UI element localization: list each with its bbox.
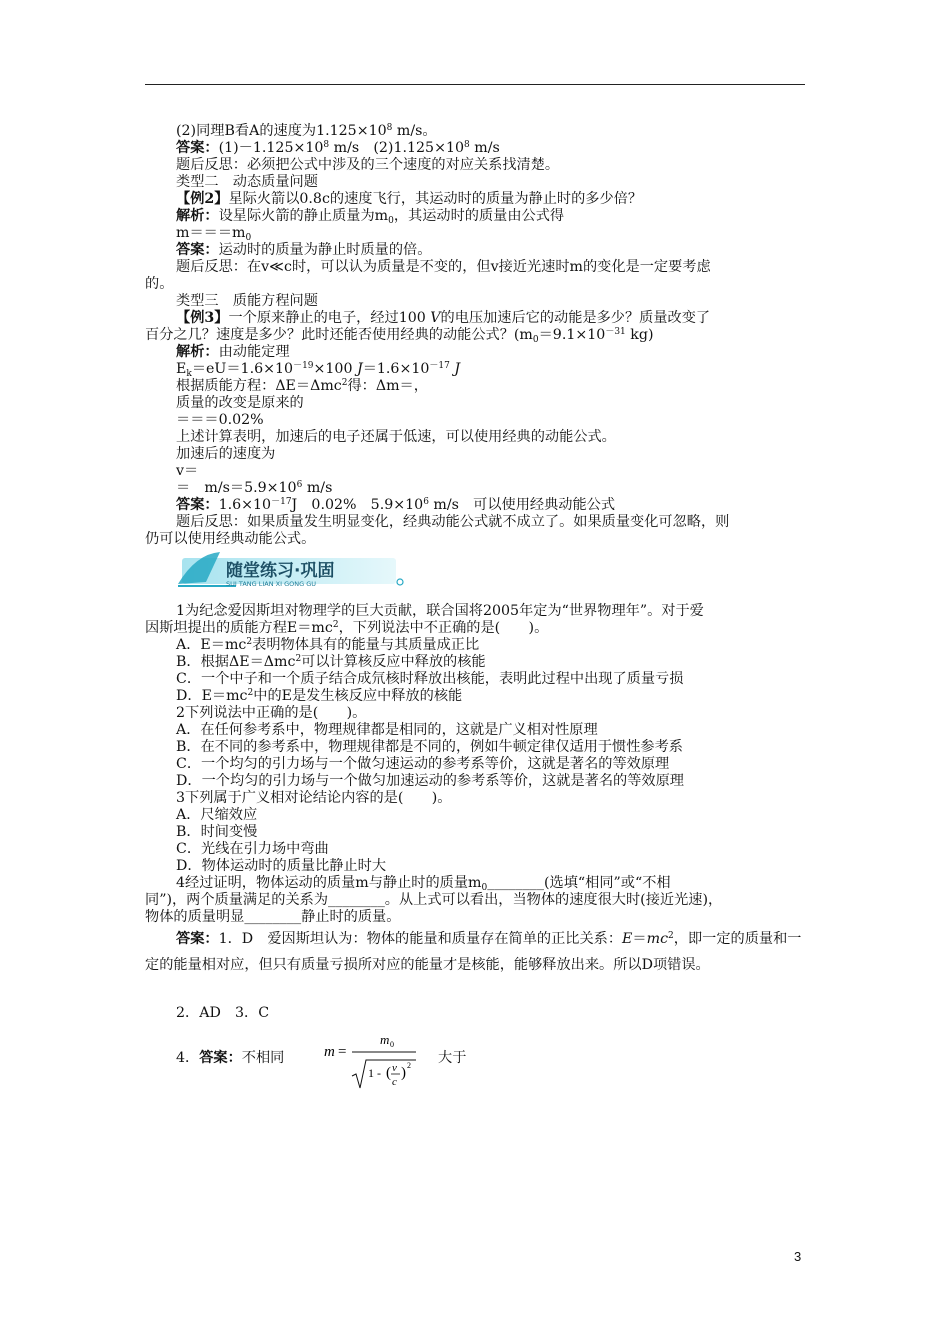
text-run: 答案： <box>176 140 219 156</box>
text-run: B．根据ΔE＝Δmc <box>176 654 296 670</box>
practice-section-banner <box>176 548 406 590</box>
formula-mc: mc <box>646 931 669 947</box>
text-run: C．一个均匀的引力场与一个做匀速运动的参考系等价，这就是著名的等效原理 <box>176 756 670 772</box>
text-run: v＝ <box>176 463 199 479</box>
text-run: ，其运动时的质量由公式得 <box>393 208 565 224</box>
text-run: (2)同理B看A的速度为1.125×10 <box>176 123 387 139</box>
text-run: 的。 <box>145 276 174 292</box>
text-run: 答案： <box>176 497 219 513</box>
text-run: 星际火箭以0.8c的速度飞行，其运动时的质量为静止时的多少倍？ <box>228 191 643 207</box>
formula-e: E <box>622 931 633 947</box>
text-run: 解析： <box>176 344 219 360</box>
text-run: J <box>357 361 363 377</box>
text-run: V <box>430 310 441 326</box>
text-line <box>176 807 257 824</box>
text-run: k <box>186 369 192 379</box>
text-line <box>176 174 318 191</box>
header-rule <box>145 84 805 85</box>
text-line <box>176 429 616 446</box>
text-line <box>176 242 431 259</box>
banner-pinyin: SUI TANG LIAN XI GONG GU <box>226 580 317 588</box>
text-run: 加速后的速度为 <box>176 446 276 462</box>
text-run: 根据质能方程：ΔE＝Δmc <box>176 378 342 394</box>
text-run: B．时间变慢 <box>176 824 258 840</box>
text-line <box>145 276 173 293</box>
text-run: A．在任何参考系中，物理规律都是相同的，这就是广义相对性原理 <box>176 722 598 738</box>
text-run: 6 <box>296 480 303 490</box>
text-run: m/s (2)1.125×10 <box>329 140 465 156</box>
text-line <box>145 909 400 926</box>
text-run: 由动能定理 <box>218 344 290 360</box>
text-line <box>176 157 559 174</box>
text-run: J <box>454 361 461 377</box>
text-run: E <box>176 361 187 377</box>
text-run: 百分之几？速度是多少？此时还能否使用经典的动能公式？(m <box>145 327 533 343</box>
banner-dot-icon <box>397 579 403 585</box>
text-line <box>176 705 366 722</box>
text-run: 【例2】 <box>176 191 229 207</box>
formula-paren-right: ) <box>401 1065 406 1081</box>
text-line <box>176 773 684 790</box>
relativistic-mass-formula <box>322 1030 432 1096</box>
text-line <box>176 688 462 705</box>
text-run: 题后反思：必须把公式中涉及的三个速度的对应关系找清楚。 <box>176 157 560 173</box>
text-line <box>176 378 428 395</box>
text-line <box>145 531 315 548</box>
answer-1-rest: ，即一定的质量和一定的能量相对应，但只有质量亏损所对应的能量才是核能，能够释放出来。所以D项错误。 <box>145 931 802 973</box>
text-run: ，下列说法中不正确的是( )。 <box>338 620 549 636</box>
formula-m: m <box>324 1044 335 1060</box>
text-run: 【例3】 <box>176 310 229 326</box>
text-line <box>176 497 615 514</box>
text-line <box>176 841 329 858</box>
text-run: 2 <box>247 688 254 698</box>
text-run: ________(选填“相同”或“不相 <box>487 875 671 891</box>
text-run: C．光线在引力场中弯曲 <box>176 841 329 857</box>
answer-4 <box>176 1050 284 1067</box>
answer-4-label: 答案： <box>199 1050 242 1066</box>
text-line <box>176 310 710 327</box>
text-line <box>176 191 642 208</box>
text-run: 类型二 动态质量问题 <box>176 174 318 190</box>
text-line <box>176 225 251 242</box>
text-run: 仍可以使用经典动能公式。 <box>145 531 316 547</box>
text-line <box>176 824 257 841</box>
text-line <box>176 654 486 671</box>
answer-2-3: 2．AD 3．C <box>176 1005 270 1021</box>
text-line <box>176 344 290 361</box>
text-run: 0 <box>245 233 252 243</box>
text-line <box>176 637 479 654</box>
text-run: 同”)，两个质量满足的关系为________。从上式可以看出，当物体的速度很大时(接近光速)， <box>145 892 723 908</box>
text-run: 0 <box>532 335 539 345</box>
text-run: 物体的质量明显________静止时的质量。 <box>145 909 401 925</box>
answer-4-text: 不相同 <box>241 1050 285 1066</box>
text-run: 2 <box>341 378 348 388</box>
text-line <box>176 412 264 429</box>
text-line <box>176 671 683 688</box>
text-run: 题后反思：在v≪c时，可以认为质量是不变的，但v接近光速时m的变化是一定要考虑 <box>176 259 711 275</box>
text-run: 8 <box>464 140 470 150</box>
text-run: 一个原来静止的电子，经过100 <box>228 310 431 326</box>
text-run: 题后反思：如果质量发生明显变化，经典动能公式就不成立了。如果质量变化可忽略，则 <box>176 514 730 530</box>
formula-eq: ＝ <box>632 931 647 947</box>
text-run: B．在不同的参考系中，物理规律都是不同的，例如牛顿定律仅适用于惯性参考系 <box>176 739 683 755</box>
text-run: 2下列说法中正确的是( )。 <box>176 705 367 721</box>
text-run: (1)－1.125×10 <box>218 140 324 156</box>
text-run: ＝1.6×10 <box>362 361 430 377</box>
text-line <box>176 603 704 620</box>
text-run: ＝9.1×10 <box>538 327 606 343</box>
text-line <box>176 739 683 756</box>
text-line <box>176 361 460 378</box>
text-run: －19 <box>293 361 314 371</box>
text-run: J 0.02% 5.9×10 <box>291 497 424 513</box>
text-line <box>176 208 564 225</box>
text-run: 设星际火箭的静止质量为m <box>218 208 389 224</box>
text-run: ＝＝＝0.02% <box>176 412 264 428</box>
text-run: m/s。 <box>392 123 437 139</box>
page-number: 3 <box>794 1249 802 1264</box>
text-run: －17 <box>429 361 450 371</box>
answer-1-text: 1．D 爱因斯坦认为：物体的能量和质量存在简单的正比关系： <box>218 931 623 947</box>
text-run: 表明物体具有的能量与其质量成正比 <box>252 637 480 653</box>
text-run: －31 <box>605 327 626 337</box>
text-run: 解析： <box>176 208 219 224</box>
banner-title: 随堂练习·巩固 <box>226 561 335 581</box>
text-run: 答案： <box>176 242 219 258</box>
text-line <box>176 123 437 140</box>
text-run: m/s <box>469 140 500 156</box>
text-line <box>176 463 198 480</box>
formula-paren-left: ( <box>386 1065 391 1081</box>
formula-m0: m <box>380 1032 390 1047</box>
text-run: A．E＝mc <box>176 637 247 653</box>
text-line <box>176 446 275 463</box>
text-run: 质量的改变是原来的 <box>176 395 304 411</box>
answer-4-after: 大于 <box>438 1050 467 1066</box>
text-run: ＝ m/s＝5.9×10 <box>176 480 297 496</box>
formula-m0-sub: 0 <box>390 1040 394 1049</box>
text-line <box>176 293 318 310</box>
text-run: 3下列属于广义相对论结论内容的是( )。 <box>176 790 452 806</box>
text-run: D．E＝mc <box>176 688 248 704</box>
text-line <box>176 756 669 773</box>
text-line <box>145 327 654 344</box>
text-line <box>176 140 500 157</box>
text-line <box>176 395 304 412</box>
text-line <box>176 514 729 531</box>
text-run: 可以计算核反应中释放的核能 <box>301 654 486 670</box>
text-run: 得：Δm＝， <box>347 378 428 394</box>
text-run: 1为纪念爱因斯坦对物理学的巨大贡献，联合国将2005年定为“世界物理年”。对于爱 <box>176 603 704 619</box>
text-run: 8 <box>323 140 330 150</box>
text-run: 2 <box>295 654 302 664</box>
formula-c: c <box>392 1076 397 1088</box>
text-run: C．一个中子和一个质子结合成氘核时释放出核能，表明此过程中出现了质量亏损 <box>176 671 684 687</box>
text-run: D．一个均匀的引力场与一个做匀加速运动的参考系等价，这就是著名的等效原理 <box>176 773 684 789</box>
text-line <box>176 259 711 276</box>
text-run: 6 <box>423 497 429 507</box>
formula-v: v <box>392 1062 397 1074</box>
text-run: ×100 <box>313 361 357 377</box>
text-run: m/s 可以使用经典动能公式 <box>428 497 616 513</box>
text-run: D．物体运动时的质量比静止时大 <box>176 858 387 874</box>
text-run: 运动时的质量为静止时质量的倍。 <box>218 242 432 258</box>
answer-4-number: 4． <box>176 1050 200 1066</box>
text-run: 4经过证明，物体运动的质量m与静止时的质量m <box>176 875 482 891</box>
text-run: 因斯坦提出的质能方程E＝mc <box>145 620 333 636</box>
formula-one-minus: 1 - <box>368 1066 381 1080</box>
formula-exponent: 2 <box>407 1061 411 1070</box>
text-line <box>176 858 386 875</box>
text-run: kg) <box>625 327 654 343</box>
text-line <box>176 722 598 739</box>
text-run: A．尺缩效应 <box>176 807 258 823</box>
text-line <box>176 875 671 892</box>
answer-block-1 <box>145 926 805 978</box>
text-run: 2 <box>246 637 253 647</box>
text-run: m＝＝＝m <box>176 225 246 241</box>
text-line <box>145 892 722 909</box>
formula-exp: 2 <box>668 931 674 941</box>
text-run: 8 <box>386 123 393 133</box>
text-run: 0 <box>388 216 394 226</box>
text-run: 中的E是发生核反应中释放的核能 <box>253 688 463 704</box>
text-run: m/s <box>302 480 333 496</box>
text-run: 0 <box>481 883 488 893</box>
text-line <box>145 620 548 637</box>
formula-equals: = <box>338 1044 347 1060</box>
text-line <box>176 480 332 497</box>
text-run: 的电压加速后它的动能是多少？质量改变了 <box>440 310 711 326</box>
text-run: ＝eU＝1.6×10 <box>191 361 294 377</box>
text-run: 1.6×10 <box>218 497 272 513</box>
text-run: 类型三 质能方程问题 <box>176 293 318 309</box>
text-line <box>176 790 451 807</box>
text-run: 上述计算表明，加速后的电子还属于低速，可以使用经典的动能公式。 <box>176 429 616 445</box>
text-run: 2 <box>332 620 339 630</box>
text-run: －17 <box>271 497 292 507</box>
answer-label: 答案： <box>176 931 219 947</box>
